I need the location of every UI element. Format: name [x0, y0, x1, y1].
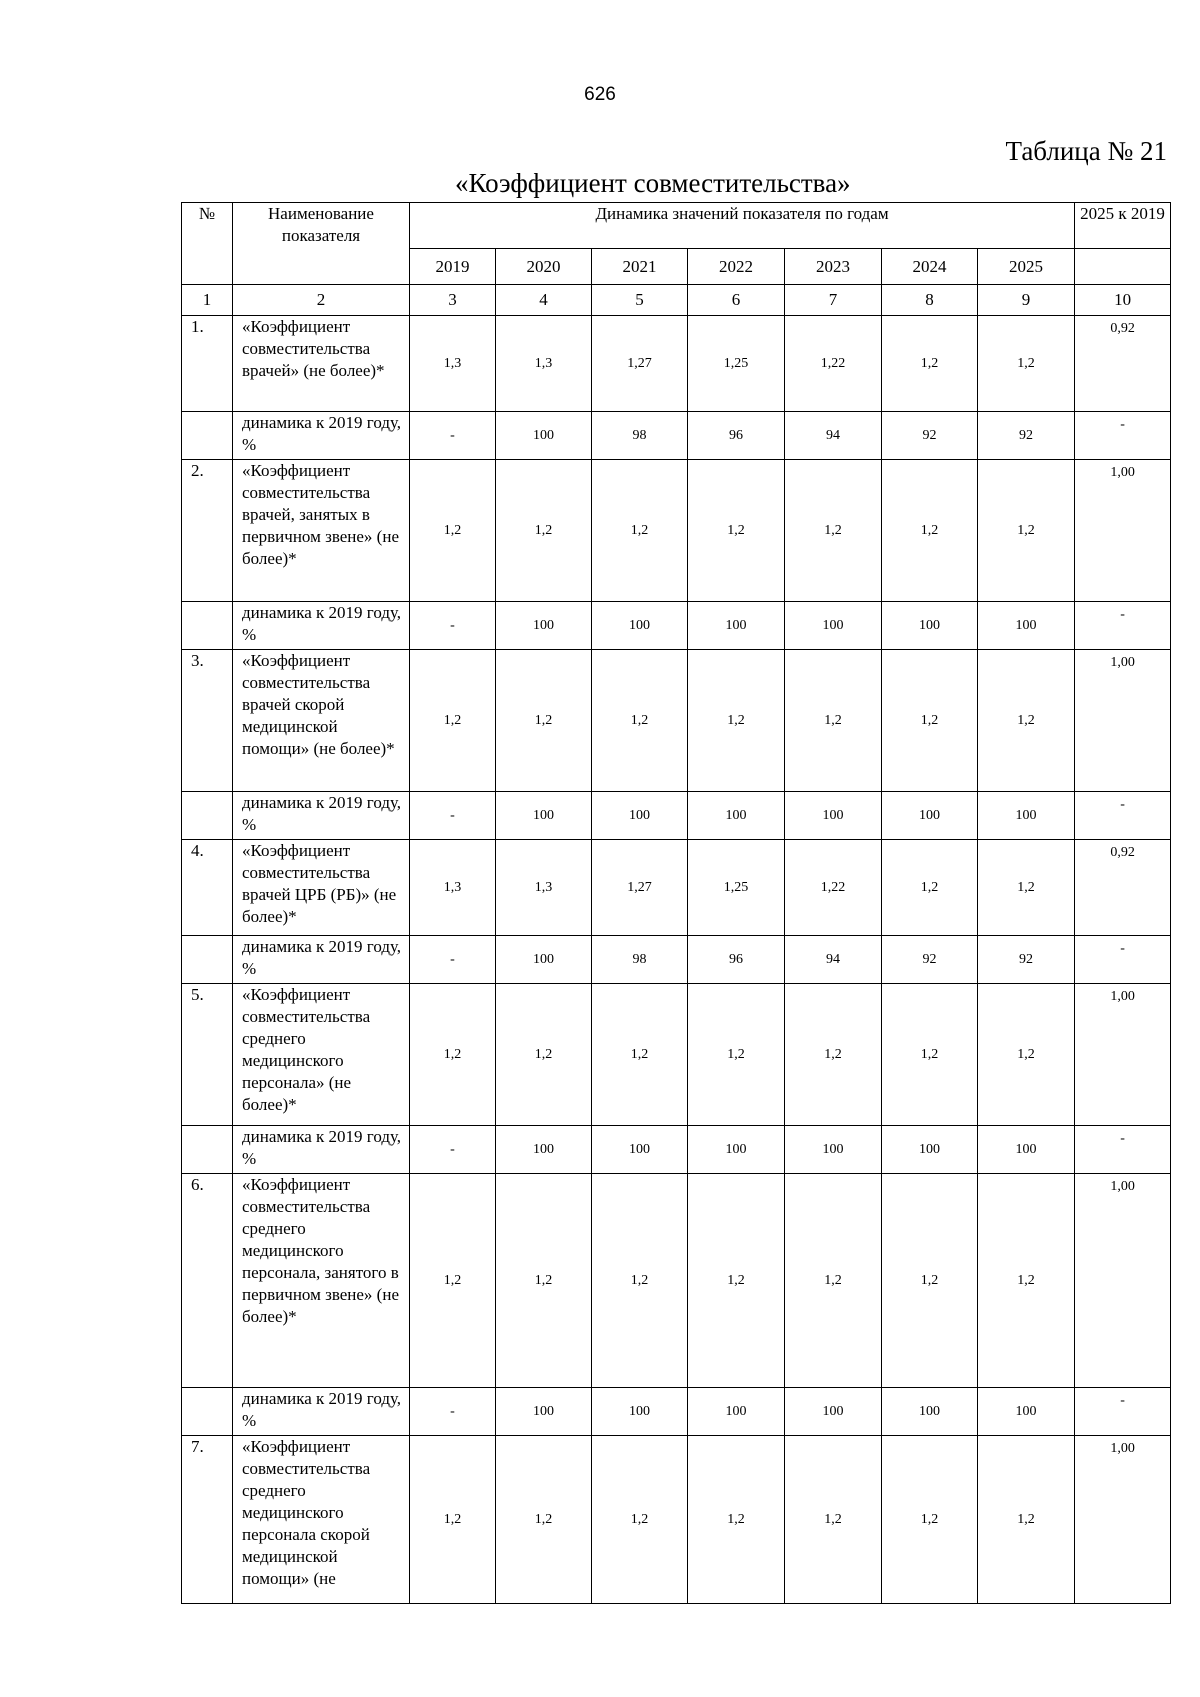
indicator-name: динамика к 2019 году, %	[233, 936, 410, 984]
table-row	[182, 412, 1171, 460]
column-number: 9	[978, 285, 1075, 316]
table-row	[182, 460, 1171, 602]
header-name: Наименование показателя	[233, 203, 410, 285]
table-row	[182, 602, 1171, 650]
indicator-name: «Коэффициент совместительства врачей, занятых в первичном звене» (не более)*	[233, 460, 410, 602]
year-value: 100	[882, 602, 978, 650]
year-value: 1,2	[410, 650, 496, 792]
row-number	[182, 602, 233, 650]
year-value: 1,2	[882, 1436, 978, 1604]
ratio-value: -	[1075, 792, 1171, 840]
year-value: 1,2	[592, 650, 688, 792]
header-year-empty	[1075, 249, 1171, 285]
year-value: 1,2	[882, 984, 978, 1126]
header-dynamics: Динамика значений показателя по годам	[410, 203, 1075, 249]
year-value: 96	[688, 412, 785, 460]
column-number: 5	[592, 285, 688, 316]
year-value: 94	[785, 936, 882, 984]
indicator-name: «Коэффициент совместительства врачей скорой медицинской помощи» (не более)*	[233, 650, 410, 792]
year-value: 100	[496, 602, 592, 650]
column-number: 10	[1075, 285, 1171, 316]
year-value: 1,2	[978, 1174, 1075, 1388]
ratio-value: 1,00	[1075, 650, 1171, 792]
year-value: 100	[978, 792, 1075, 840]
year-value: 1,2	[688, 1174, 785, 1388]
year-value: 1,22	[785, 840, 882, 936]
column-number: 7	[785, 285, 882, 316]
year-value: -	[410, 936, 496, 984]
year-value: -	[410, 602, 496, 650]
year-value: 100	[496, 412, 592, 460]
header-year: 2020	[496, 249, 592, 285]
year-value: 100	[882, 1388, 978, 1436]
row-number: 2.	[182, 460, 233, 602]
year-value: 1,2	[882, 840, 978, 936]
ratio-value: -	[1075, 936, 1171, 984]
column-number: 8	[882, 285, 978, 316]
year-value: 1,2	[785, 984, 882, 1126]
ratio-value: 1,00	[1075, 1174, 1171, 1388]
year-value: 100	[592, 1126, 688, 1174]
year-value: 1,2	[785, 1436, 882, 1604]
indicator-name: «Коэффициент совместительства врачей ЦРБ (РБ)» (не более)*	[233, 840, 410, 936]
year-value: 100	[688, 1388, 785, 1436]
year-value: 1,2	[882, 1174, 978, 1388]
indicator-name: «Коэффициент совместительства врачей» (не более)*	[233, 316, 410, 412]
table-row	[182, 1126, 1171, 1174]
data-table	[181, 202, 1171, 1604]
year-value: 1,2	[882, 460, 978, 602]
table-row	[182, 936, 1171, 984]
year-value: 100	[978, 1388, 1075, 1436]
table-row	[182, 792, 1171, 840]
table-row	[182, 1388, 1171, 1436]
header-year: 2019	[410, 249, 496, 285]
year-value: 1,2	[688, 1436, 785, 1604]
year-value: 100	[592, 1388, 688, 1436]
indicator-name: «Коэффициент совместительства среднего медицинского персонала, занятого в первичном звене» (не более)*	[233, 1174, 410, 1388]
year-value: 1,25	[688, 316, 785, 412]
table-title: «Коэффициент совместительства»	[455, 168, 851, 198]
year-value: 100	[688, 1126, 785, 1174]
year-value: 1,2	[978, 840, 1075, 936]
row-number: 6.	[182, 1174, 233, 1388]
year-value: 1,2	[410, 1174, 496, 1388]
header-ratio: 2025 к 2019	[1075, 203, 1171, 249]
header-row	[182, 203, 1171, 249]
year-value: 1,2	[785, 1174, 882, 1388]
column-number: 6	[688, 285, 785, 316]
year-value: 1,2	[688, 650, 785, 792]
year-value: 1,2	[785, 460, 882, 602]
indicator-name: динамика к 2019 году, %	[233, 1388, 410, 1436]
row-number	[182, 1388, 233, 1436]
ratio-value: 1,00	[1075, 460, 1171, 602]
column-number: 1	[182, 285, 233, 316]
column-number: 2	[233, 285, 410, 316]
year-value: 100	[978, 1126, 1075, 1174]
table-row	[182, 984, 1171, 1126]
ratio-value: 1,00	[1075, 984, 1171, 1126]
year-value: 1,2	[592, 1436, 688, 1604]
year-value: 100	[785, 1388, 882, 1436]
header-year: 2021	[592, 249, 688, 285]
year-value: 1,3	[496, 316, 592, 412]
year-value: 100	[785, 1126, 882, 1174]
table-row	[182, 1436, 1171, 1604]
year-value: 1,27	[592, 840, 688, 936]
year-value: 1,3	[410, 316, 496, 412]
year-value: -	[410, 1126, 496, 1174]
year-value: 1,3	[496, 840, 592, 936]
ratio-value: 1,00	[1075, 1436, 1171, 1604]
ratio-value: -	[1075, 412, 1171, 460]
page-number: 626	[584, 84, 616, 105]
table-row	[182, 1174, 1171, 1388]
indicator-name: динамика к 2019 году, %	[233, 412, 410, 460]
year-value: 100	[496, 792, 592, 840]
year-value: 100	[882, 792, 978, 840]
year-value: 1,2	[496, 1436, 592, 1604]
year-value: 1,2	[592, 1174, 688, 1388]
year-value: 92	[978, 936, 1075, 984]
year-value: 1,2	[592, 460, 688, 602]
year-value: 1,2	[496, 460, 592, 602]
ratio-value: 0,92	[1075, 840, 1171, 936]
year-value: 1,2	[882, 650, 978, 792]
year-value: 1,2	[978, 650, 1075, 792]
year-value: 1,2	[410, 460, 496, 602]
header-year: 2024	[882, 249, 978, 285]
indicator-name: «Коэффициент совместительства среднего медицинского персонала скорой медицинской помощи» (не	[233, 1436, 410, 1604]
year-value: 92	[882, 412, 978, 460]
table-row	[182, 650, 1171, 792]
year-value: 1,27	[592, 316, 688, 412]
ratio-value: -	[1075, 1126, 1171, 1174]
year-value: 100	[785, 602, 882, 650]
column-number: 3	[410, 285, 496, 316]
row-number	[182, 936, 233, 984]
year-value: 1,2	[496, 984, 592, 1126]
column-number-row	[182, 285, 1171, 316]
year-value: 1,2	[410, 984, 496, 1126]
year-value: 94	[785, 412, 882, 460]
year-value: 1,2	[882, 316, 978, 412]
header-year: 2025	[978, 249, 1075, 285]
year-value: 98	[592, 936, 688, 984]
year-value: 100	[496, 936, 592, 984]
year-value: 1,2	[592, 984, 688, 1126]
year-value: 100	[592, 792, 688, 840]
year-value: 1,2	[978, 460, 1075, 602]
year-value: 1,2	[496, 1174, 592, 1388]
indicator-name: «Коэффициент совместительства среднего медицинского персонала» (не более)*	[233, 984, 410, 1126]
year-value: 1,2	[978, 984, 1075, 1126]
year-value: 100	[496, 1388, 592, 1436]
year-value: 100	[978, 602, 1075, 650]
year-value: 1,2	[978, 1436, 1075, 1604]
year-value: 1,25	[688, 840, 785, 936]
row-number: 3.	[182, 650, 233, 792]
year-value: 98	[592, 412, 688, 460]
year-value: 100	[592, 602, 688, 650]
year-value: 1,2	[496, 650, 592, 792]
ratio-value: 0,92	[1075, 316, 1171, 412]
year-value: 92	[978, 412, 1075, 460]
row-number: 5.	[182, 984, 233, 1126]
year-value: -	[410, 1388, 496, 1436]
table-body	[182, 203, 1171, 1604]
ratio-value: -	[1075, 1388, 1171, 1436]
year-value: 1,2	[410, 1436, 496, 1604]
table-row	[182, 840, 1171, 936]
year-value: 92	[882, 936, 978, 984]
year-value: 1,3	[410, 840, 496, 936]
table-label: Таблица № 21	[1005, 136, 1167, 166]
header-year: 2023	[785, 249, 882, 285]
year-value: -	[410, 792, 496, 840]
year-value: 1,2	[688, 984, 785, 1126]
year-value: 1,2	[785, 650, 882, 792]
year-value: 1,2	[688, 460, 785, 602]
year-value: -	[410, 412, 496, 460]
year-value: 96	[688, 936, 785, 984]
year-value: 100	[688, 792, 785, 840]
ratio-value: -	[1075, 602, 1171, 650]
column-number: 4	[496, 285, 592, 316]
year-value: 100	[688, 602, 785, 650]
indicator-name: динамика к 2019 году, %	[233, 602, 410, 650]
row-number: 7.	[182, 1436, 233, 1604]
header-num: №	[182, 203, 233, 285]
row-number	[182, 1126, 233, 1174]
header-year: 2022	[688, 249, 785, 285]
indicator-name: динамика к 2019 году, %	[233, 792, 410, 840]
table-row	[182, 316, 1171, 412]
row-number	[182, 792, 233, 840]
row-number: 1.	[182, 316, 233, 412]
indicator-name: динамика к 2019 году, %	[233, 1126, 410, 1174]
year-value: 100	[785, 792, 882, 840]
year-value: 100	[882, 1126, 978, 1174]
row-number	[182, 412, 233, 460]
year-value: 100	[496, 1126, 592, 1174]
year-value: 1,22	[785, 316, 882, 412]
row-number: 4.	[182, 840, 233, 936]
year-value: 1,2	[978, 316, 1075, 412]
